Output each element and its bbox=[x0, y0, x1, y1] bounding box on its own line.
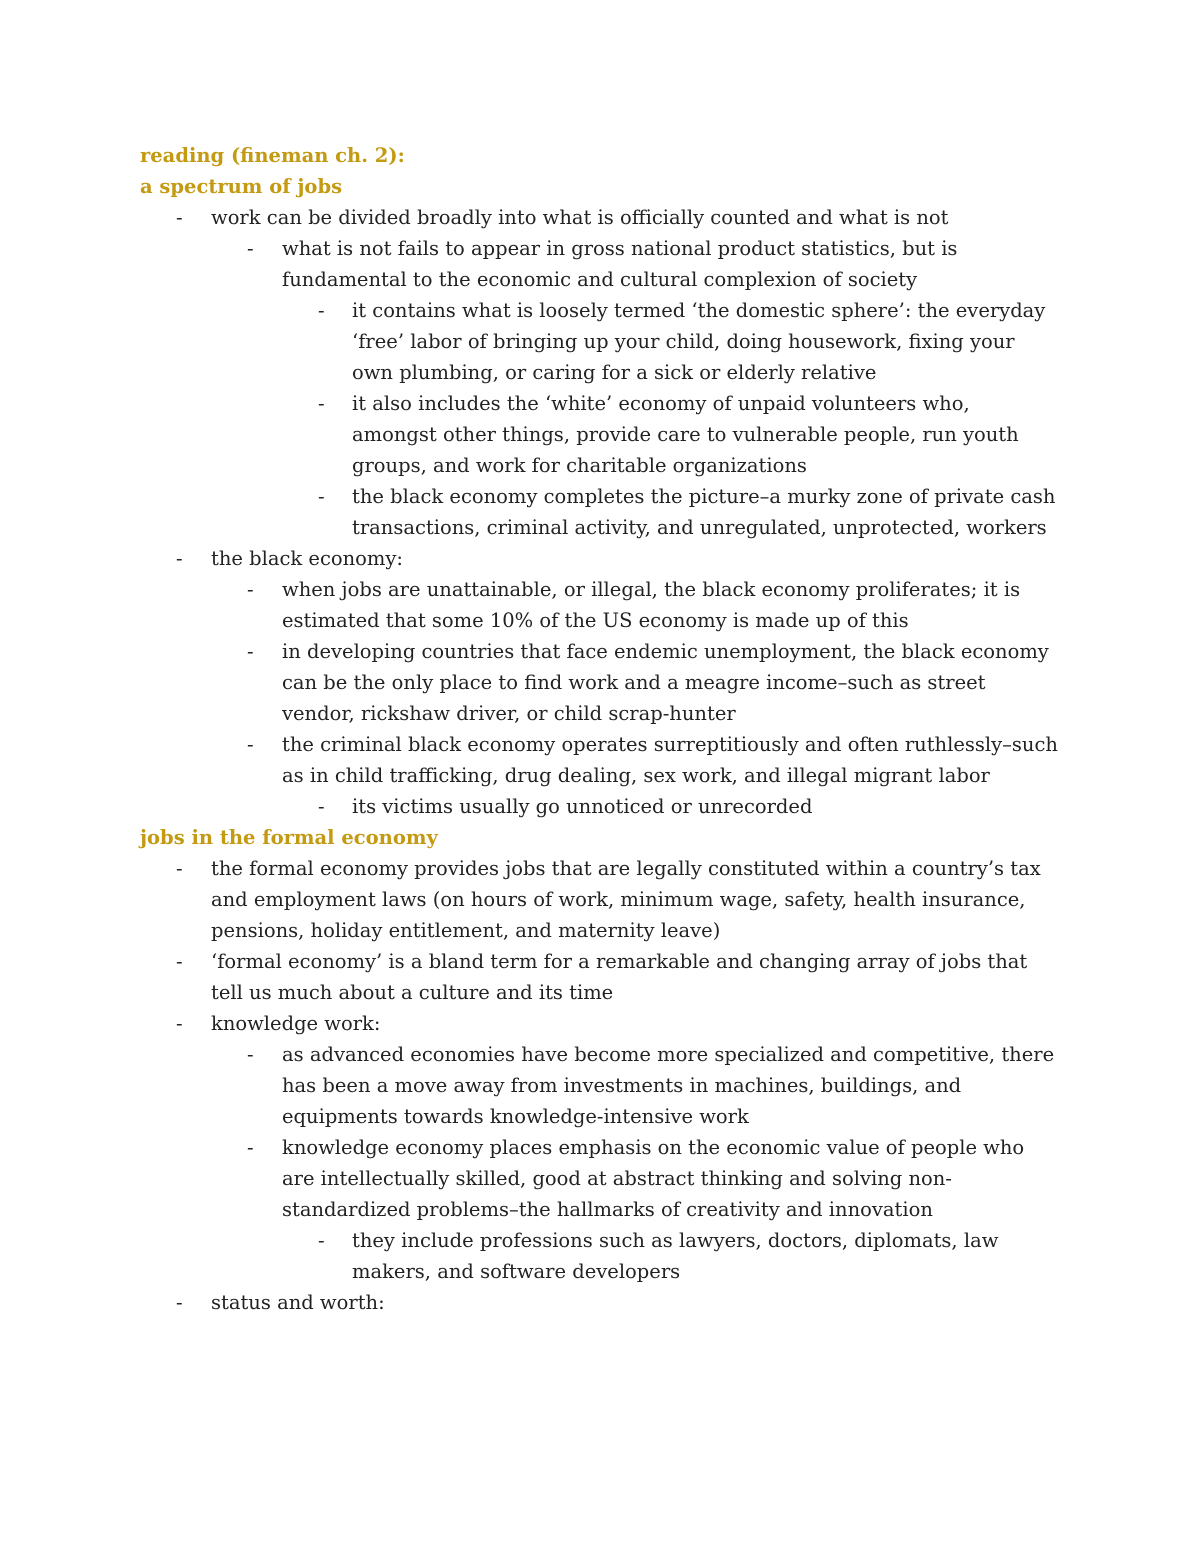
bullet-text: the black economy: bbox=[211, 547, 403, 570]
dash-bullet-icon: - bbox=[176, 1012, 183, 1035]
dash-bullet-icon: - bbox=[318, 1229, 325, 1252]
dash-bullet-icon: - bbox=[318, 299, 325, 322]
bullet-item-level-3 bbox=[140, 1225, 1060, 1287]
dash-bullet-icon: - bbox=[318, 795, 325, 818]
bullet-text: ‘formal economy’ is a bland term for a remarkable and changing array of jobs that tell us much about a culture and its time bbox=[211, 950, 1028, 1004]
bullet-text: it also includes the ‘white’ economy of unpaid volunteers who, amongst other things, provide care to vulnerable people, run youth groups, and work for charitable organizations bbox=[352, 392, 1019, 477]
dash-bullet-icon: - bbox=[247, 1043, 254, 1066]
bullet-item-level-2 bbox=[140, 636, 1060, 729]
dash-bullet-icon: - bbox=[247, 578, 254, 601]
bullet-text: the criminal black economy operates surreptitiously and often ruthlessly–such as in child trafficking, drug dealing, sex work, and illegal migrant labor bbox=[282, 733, 1058, 787]
bullet-item-level-2 bbox=[140, 1039, 1060, 1132]
bullet-text: as advanced economies have become more specialized and competitive, there has been a move away from investments in machines, buildings, and equipments towards knowledge-intensive work bbox=[282, 1043, 1055, 1128]
bullet-item-level-1 bbox=[140, 543, 1060, 574]
bullet-text: it contains what is loosely termed ‘the domestic sphere’: the everyday ‘free’ labor of bringing up your child, doing housework, fixing your own plumbing, or caring for a sick or elderly relative bbox=[352, 299, 1046, 384]
bullet-item-level-3 bbox=[140, 481, 1060, 543]
bullet-text: work can be divided broadly into what is officially counted and what is not bbox=[211, 206, 949, 229]
bullet-item-level-1 bbox=[140, 202, 1060, 233]
bullet-item-level-1 bbox=[140, 1008, 1060, 1039]
bullet-text: when jobs are unattainable, or illegal, the black economy proliferates; it is estimated that some 10% of the US economy is made up of this bbox=[282, 578, 1021, 632]
bullet-item-level-1 bbox=[140, 946, 1060, 1008]
bullet-item-level-2 bbox=[140, 233, 1060, 295]
section-heading: reading (fineman ch. 2): bbox=[140, 144, 405, 167]
dash-bullet-icon: - bbox=[176, 1291, 183, 1314]
bullet-item-level-1 bbox=[140, 853, 1060, 946]
dash-bullet-icon: - bbox=[247, 733, 254, 756]
bullet-text: they include professions such as lawyers, doctors, diplomats, law makers, and software developers bbox=[352, 1229, 999, 1283]
bullet-item-level-2 bbox=[140, 729, 1060, 791]
dash-bullet-icon: - bbox=[247, 237, 254, 260]
bullet-text: the black economy completes the picture–a murky zone of private cash transactions, criminal activity, and unregulated, unprotected, workers bbox=[352, 485, 1056, 539]
bullet-item-level-3 bbox=[140, 791, 1060, 822]
dash-bullet-icon: - bbox=[318, 392, 325, 415]
dash-bullet-icon: - bbox=[176, 206, 183, 229]
section-heading: a spectrum of jobs bbox=[140, 175, 343, 198]
dash-bullet-icon: - bbox=[176, 950, 183, 973]
dash-bullet-icon: - bbox=[247, 640, 254, 663]
bullet-text: its victims usually go unnoticed or unrecorded bbox=[352, 795, 813, 818]
dash-bullet-icon: - bbox=[247, 1136, 254, 1159]
bullet-item-level-1 bbox=[140, 1287, 1060, 1318]
bullet-text: status and worth: bbox=[211, 1291, 385, 1314]
dash-bullet-icon: - bbox=[176, 547, 183, 570]
bullet-item-level-3 bbox=[140, 295, 1060, 388]
bullet-text: the formal economy provides jobs that are legally constituted within a country’s tax and employment laws (on hours of work, minimum wage, safety, health insurance, pensions, holiday entitlement, and maternity leave) bbox=[211, 857, 1041, 942]
bullet-text: knowledge work: bbox=[211, 1012, 381, 1035]
section-heading: jobs in the formal economy bbox=[140, 826, 438, 849]
bullet-text: knowledge economy places emphasis on the economic value of people who are intellectually skilled, good at abstract thinking and solving non-standardized problems–the hallmarks of creativity and innovation bbox=[282, 1136, 1025, 1221]
notes-body bbox=[140, 140, 1060, 1318]
dash-bullet-icon: - bbox=[176, 857, 183, 880]
bullet-item-level-2 bbox=[140, 1132, 1060, 1225]
bullet-text: in developing countries that face endemic unemployment, the black economy can be the only place to find work and a meagre income–such as street vendor, rickshaw driver, or child scrap-hunter bbox=[282, 640, 1049, 725]
bullet-text: what is not fails to appear in gross national product statistics, but is fundamental to the economic and cultural complexion of society bbox=[282, 237, 958, 291]
bullet-item-level-2 bbox=[140, 574, 1060, 636]
dash-bullet-icon: - bbox=[318, 485, 325, 508]
bullet-item-level-3 bbox=[140, 388, 1060, 481]
